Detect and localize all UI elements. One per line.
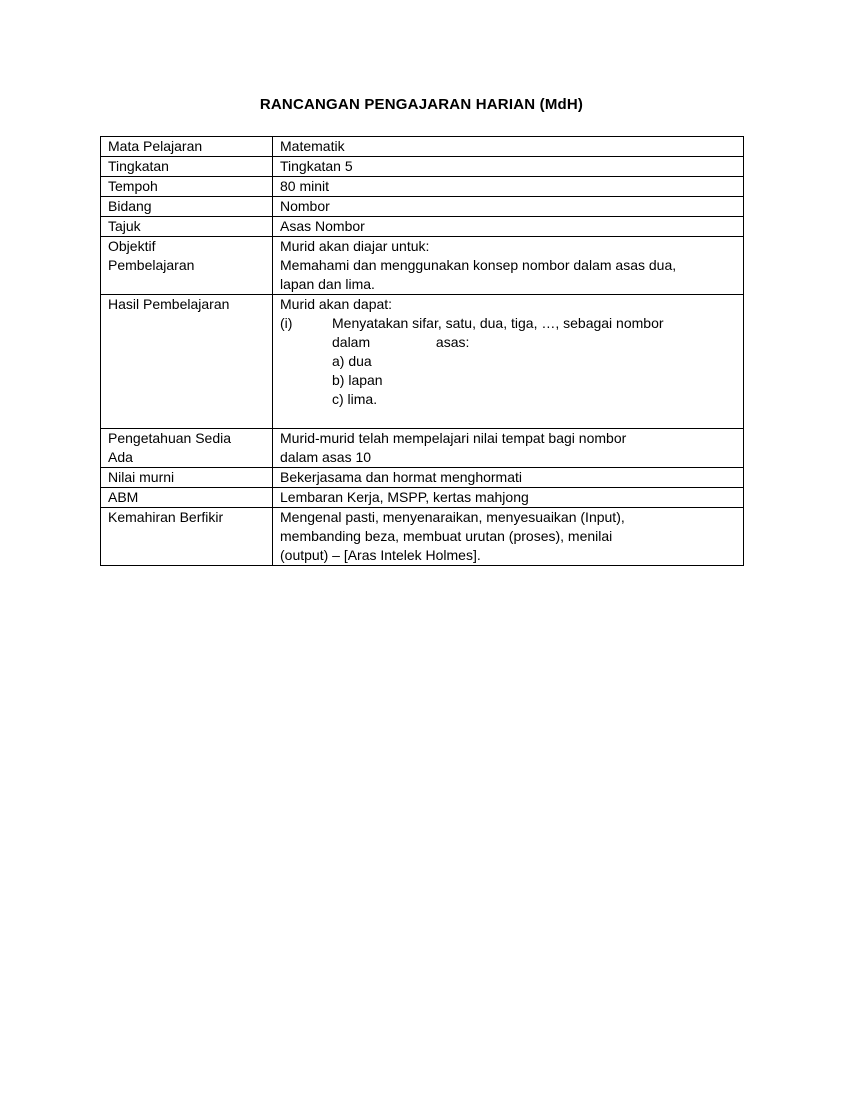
row-label-cell <box>101 177 273 197</box>
text-line: ABM <box>108 489 139 505</box>
text-line: lapan dan lima. <box>280 276 375 292</box>
text-line: Mengenal pasti, menyenaraikan, menyesuaikan (Input), <box>280 509 625 525</box>
list-item-text: Menyatakan sifar, satu, dua, tiga, …, sebagai nombor <box>332 315 664 331</box>
text-line: Pembelajaran <box>108 257 195 273</box>
row-label-cell <box>101 137 273 157</box>
text-line: membanding beza, membuat urutan (proses), menilai <box>280 528 613 544</box>
text-line: 80 minit <box>280 178 330 194</box>
row-label-cell <box>101 197 273 217</box>
table-row <box>101 137 744 157</box>
table-row <box>101 508 744 566</box>
row-value-cell <box>273 237 744 295</box>
row-label-cell <box>101 429 273 468</box>
text-line: Mata Pelajaran <box>108 138 203 154</box>
text-line: Nombor <box>280 198 330 214</box>
row-value-cell <box>273 508 744 566</box>
text-line: Objektif <box>108 238 156 254</box>
row-value-cell <box>273 468 744 488</box>
table-row <box>101 177 744 197</box>
text-line: Hasil Pembelajaran <box>108 296 230 312</box>
text-line: (output) – [Aras Intelek Holmes]. <box>280 547 481 563</box>
table-row <box>101 157 744 177</box>
table-row <box>101 197 744 217</box>
text-line: Bekerjasama dan hormat menghormati <box>280 469 523 485</box>
row-value-cell <box>273 177 744 197</box>
text-line: Tajuk <box>108 218 141 234</box>
row-value-cell <box>273 137 744 157</box>
text-line: Asas Nombor <box>280 218 365 234</box>
text-line: Ada <box>108 449 133 465</box>
table-row <box>101 468 744 488</box>
table-row <box>101 429 744 468</box>
document-page <box>100 96 743 566</box>
row-label-cell <box>101 508 273 566</box>
row-label-cell <box>101 157 273 177</box>
text-line: dalam asas 10 <box>280 449 372 465</box>
text-line: Murid akan diajar untuk: <box>280 238 430 254</box>
row-label-cell <box>101 217 273 237</box>
numbered-list-item <box>280 314 736 333</box>
text-line: Kemahiran Berfikir <box>108 509 224 525</box>
table-row <box>101 217 744 237</box>
row-value-cell <box>273 217 744 237</box>
text-line: Memahami dan menggunakan konsep nombor dalam asas dua, <box>280 257 677 273</box>
row-label-cell <box>101 488 273 508</box>
row-label-cell <box>101 237 273 295</box>
sub-item-c: c) lima. <box>332 391 378 407</box>
sub-item-b: b) lapan <box>332 372 383 388</box>
row-value-cell <box>273 157 744 177</box>
row-value-cell <box>273 488 744 508</box>
blank-line <box>280 409 736 428</box>
text-line: Murid-murid telah mempelajari nilai tempat bagi nombor <box>280 430 627 446</box>
value-intro-line: Murid akan dapat: <box>280 296 393 312</box>
document-title: RANCANGAN PENGAJARAN HARIAN (MdH) <box>259 96 584 113</box>
lesson-plan-table <box>100 136 744 566</box>
row-value-cell <box>273 295 744 429</box>
table-row <box>101 295 744 429</box>
row-value-cell <box>273 429 744 468</box>
text-line: Tingkatan 5 <box>280 158 353 174</box>
table-row <box>101 488 744 508</box>
row-label-cell <box>101 468 273 488</box>
row-label-cell <box>101 295 273 429</box>
row-value-cell <box>273 197 744 217</box>
text-line: Nilai murni <box>108 469 175 485</box>
text-line: Tingkatan <box>108 158 169 174</box>
text-line: Bidang <box>108 198 152 214</box>
sub-item-a: a) dua <box>332 353 372 369</box>
text-line: Tempoh <box>108 178 158 194</box>
list-item-marker: (i) <box>280 315 293 331</box>
text-line: Lembaran Kerja, MSPP, kertas mahjong <box>280 489 529 505</box>
text-line: Pengetahuan Sedia <box>108 430 231 446</box>
item-continuation-line <box>280 333 736 352</box>
continuation-word-2: asas: <box>435 334 470 350</box>
text-line: Matematik <box>280 138 345 154</box>
continuation-word-1: dalam <box>332 334 371 350</box>
table-row <box>101 237 744 295</box>
